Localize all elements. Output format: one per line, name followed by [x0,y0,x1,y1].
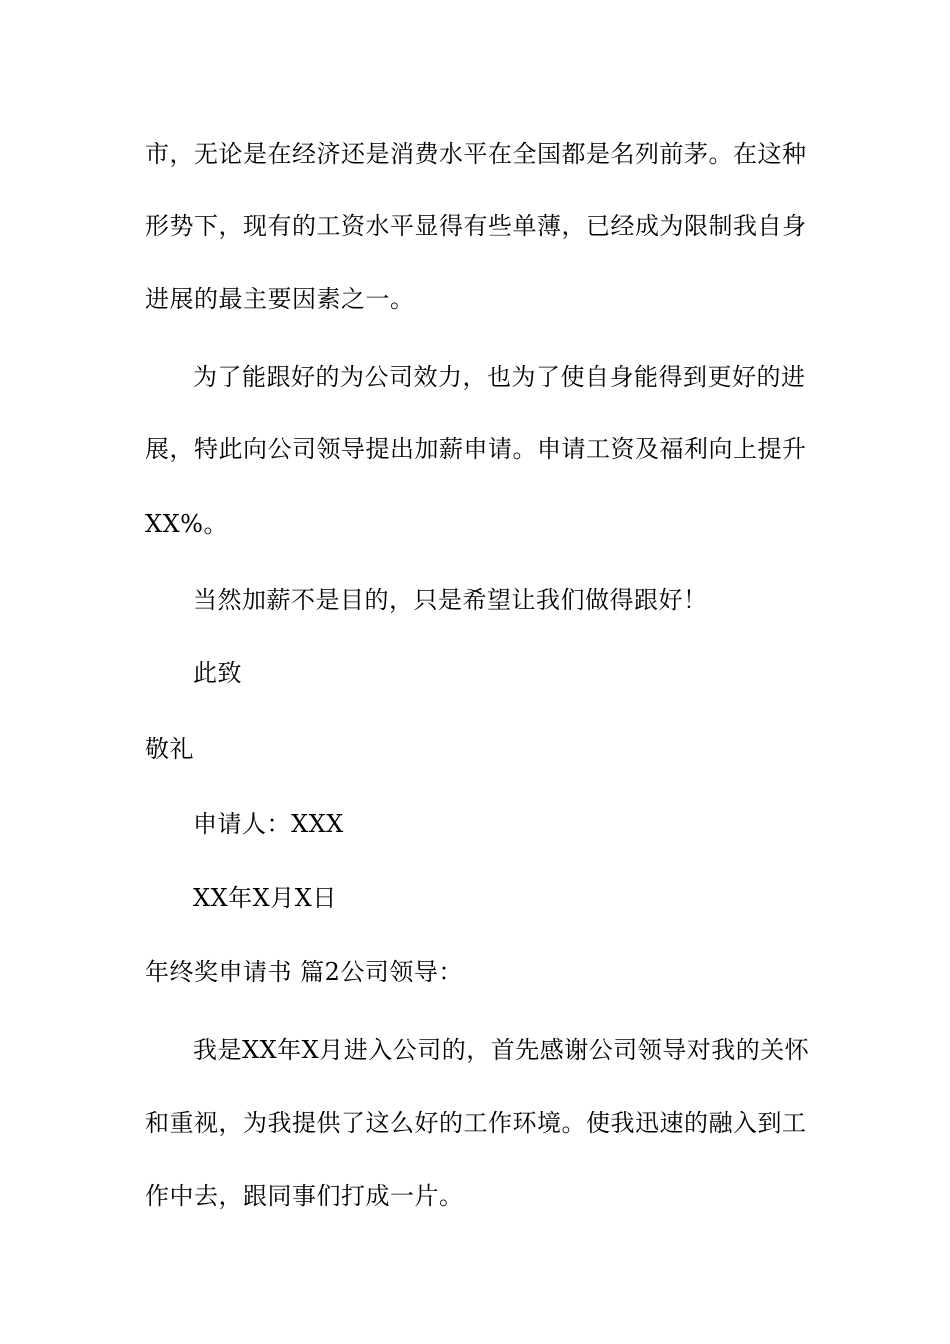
paragraph-line: 市，无论是在经济还是消费水平在全国都是名列前茅。在这种 [145,140,807,168]
closing-respect: 敬礼 [145,735,194,763]
paragraph-line: XX%。 [145,510,228,538]
paragraph-line: 作中去，跟同事们打成一片。 [145,1182,464,1210]
paragraph-line: 形势下，现有的工资水平显得有些单薄，已经成为限制我自身 [145,212,807,240]
date-line: XX年X月X日 [193,884,337,912]
paragraph-line: 进展的最主要因素之一。 [145,285,415,313]
paragraph-line: 当然加薪不是目的，只是希望让我们做得跟好！ [193,586,708,614]
paragraph-line: 展，特此向公司领导提出加薪申请。申请工资及福利向上提升 [145,435,807,463]
paragraph-line: 为了能跟好的为公司效力，也为了使自身能得到更好的进 [193,363,806,391]
paragraph-line: 我是XX年X月进入公司的，首先感谢公司领导对我的关怀 [193,1036,810,1064]
closing-salutation: 此致 [193,659,242,687]
paragraph-line: 和重视，为我提供了这么好的工作环境。使我迅速的融入到工 [145,1109,807,1137]
section-heading: 年终奖申请书 篇2公司领导： [145,958,463,986]
applicant-line: 申请人：XXX [193,810,344,838]
